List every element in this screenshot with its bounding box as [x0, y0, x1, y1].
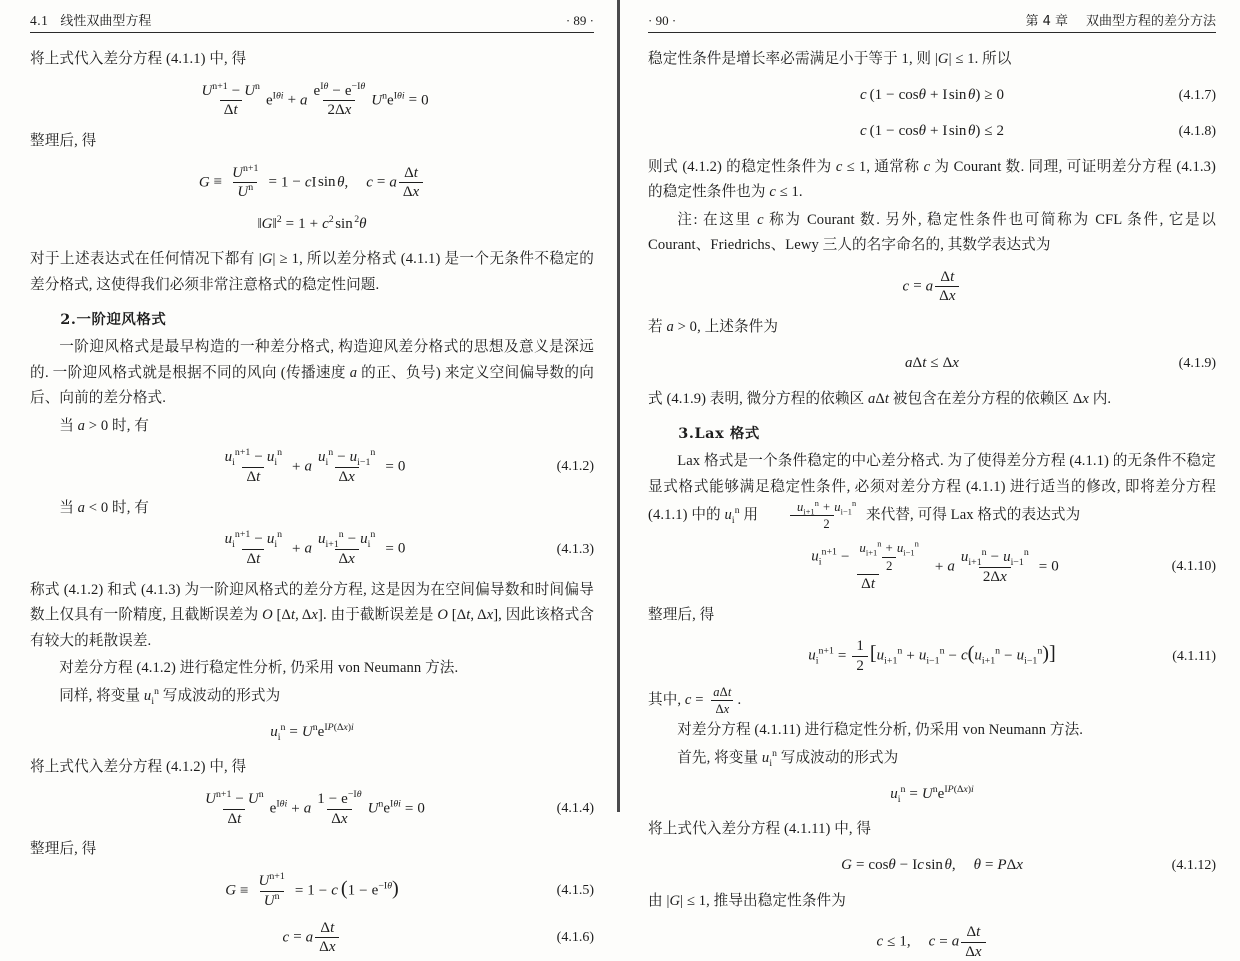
equation-r6 — [648, 638, 1216, 675]
inline-math-uin: $u_i^n$ — [143, 686, 160, 707]
equation-tag-4-1-2: (4.1.2) — [556, 459, 594, 475]
paragraph-r10-part2: 写成波动的形式为 — [777, 749, 899, 766]
paragraph-r5-part3: 内. — [1088, 390, 1112, 407]
equation-r2-body: c (1 − cosθ + I sin θ) ≤ 2 — [859, 123, 1005, 139]
paragraph-r8 — [648, 685, 1216, 716]
inline-math-uin-3: $u_i^n$ — [761, 747, 778, 769]
equation-tag-4-1-7: (4.1.7) — [1178, 87, 1216, 103]
equation-r2 — [648, 119, 1216, 145]
equation-r1-body: c (1 − cosθ + I sin θ) ≥ 0 — [859, 87, 1005, 103]
inline-math-c-le-1b: c ≤ 1 — [769, 184, 799, 200]
paragraph-l3 — [30, 247, 594, 298]
paragraph-r5-part1: 式 (4.1.9) 表明, 微分方程的依赖区 — [648, 390, 868, 407]
equation-l7 — [30, 788, 594, 828]
paragraph-r12 — [648, 889, 1216, 915]
paragraph-l7-part1: 称式 (4.1.2) 和式 (4.1.3) 为一阶迎风格式的差分方程, 这是因为在空间偏导数和时间偏导数上仅具有一阶精度, 且截断误差为 — [30, 581, 594, 624]
inline-math-delta-x: Δx — [1072, 390, 1089, 407]
equation-l5-body: $\frac{u_i^{n+1} - u_i^n}{\Delta t}$ + a $\frac{u_{i+1}^n - u_i^n}{\Delta x}$ = 0 — [224, 529, 406, 568]
inline-math-g-ge-1: |G| ≥ 1 — [258, 251, 300, 268]
paragraph-r8-part1: 其中, — [648, 691, 685, 708]
paragraph-r6 — [648, 449, 1216, 531]
paragraph-l8: 对差分方程 (4.1.2) 进行稳定性分析, 仍采用 von Neumann 方法. — [59, 660, 459, 677]
equation-l1 — [30, 80, 594, 120]
equation-tag-4-1-8: (4.1.8) — [1178, 123, 1216, 139]
equation-r9 — [648, 924, 1216, 961]
paragraph-l6-text: 时, 有 — [112, 499, 149, 516]
right-page — [620, 0, 1240, 960]
paragraph-l9-part1: 同样, 将变量 — [59, 687, 144, 704]
equation-l3-body: ‖G‖$^2$ = $1 + c^2$ sin $^2$θ — [257, 213, 367, 232]
paragraph-l4-part1: 一阶迎风格式是最早构造的一种差分格式, 构造迎风差分格式的思想及意义是深远的. 一阶迎风格式就是根据不同的风向 (传播速度 — [30, 339, 594, 381]
equation-l5 — [30, 531, 594, 568]
equation-r1 — [648, 83, 1216, 109]
paragraph-r4 — [648, 315, 1216, 341]
inline-math-a: a — [349, 364, 358, 381]
inline-math-c1: c — [923, 158, 931, 175]
paragraph-l2: 整理后, 得 — [30, 133, 97, 150]
subheading-lax-scheme: 3.Lax 格式 — [678, 425, 760, 443]
equation-r6-body: $u_i^{n+1}$ = $\frac{1}{2}$ $[u_{i+1}^n + u_{i-1}^n - c(u_{i+1}^n - u_{i-1}^n)]$ — [808, 638, 1056, 675]
equation-r8 — [648, 853, 1216, 879]
paragraph-r6-part3: 来代替, 可得 Lax 格式的表达式为 — [862, 507, 1081, 523]
paragraph-r12-part2: , 推导出稳定性条件为 — [706, 892, 846, 909]
paragraph-l11: 整理后, 得 — [30, 841, 97, 858]
equation-l9-body: c = a $\frac{\Delta t}{\Delta x}$ — [283, 920, 342, 957]
inline-math-c-courant: c = $\frac{\text{aΔt}}{\Delta x}$ — [684, 685, 732, 717]
equation-r3-body: c = a $\frac{\Delta t}{\Delta x}$ — [903, 269, 962, 306]
paragraph-r1 — [648, 47, 1216, 73]
running-head-chapter-number: 第 4 章 — [1025, 14, 1068, 29]
paragraph-r2-part3: 为 Courant 数. 同理, 可证明差分方程 (4.1.3) 的稳定性条件也为 — [648, 158, 1216, 200]
paragraph-r10 — [648, 746, 1216, 772]
inline-math-uin-2: $u_i^n$ — [724, 505, 740, 526]
equation-l7-body: $\frac{U^{n+1} - U^n}{\Delta t}$ $e^{I\theta i} + a$ $\frac{1 - e^{-I\theta}}{\Delta x}$ $U^ne^{I\theta i} = 0$ — [205, 788, 425, 827]
running-head-section-number: 4.1 — [30, 13, 49, 28]
paragraph-l6 — [30, 496, 594, 522]
equation-r3 — [648, 269, 1216, 306]
equation-l2-body: G ≡ $\frac{U^{n+1}}{U^n}$ = 1 − cI sin θ, c = a $\frac{\Delta t}{\Delta x}$ — [199, 165, 425, 202]
right-header-rule — [648, 32, 1216, 33]
inline-math-order-1: O [Δt, Δx] — [262, 607, 323, 624]
paragraph-r2 — [648, 155, 1216, 206]
paragraph-l7-part2: . 由于截断误差是 — [322, 607, 438, 624]
equation-tag-4-1-5: (4.1.5) — [556, 883, 594, 899]
equation-l3 — [30, 211, 594, 237]
paragraph-l1: 将上式代入差分方程 (4.1.1) 中, 得 — [30, 51, 247, 67]
equation-l2 — [30, 162, 594, 202]
inline-math-c2: c — [757, 211, 764, 228]
paragraph-l4-part2: 的正、负号) 来定义空间偏导数的向后、向前的差分格式. — [30, 364, 594, 407]
paragraph-r8-part2: . — [737, 691, 742, 708]
left-page — [0, 0, 620, 956]
right-page-folio: · 90 · — [648, 13, 677, 28]
inline-math-a-delta-t: aΔt — [867, 390, 890, 407]
paragraph-r1-part2: . 所以 — [974, 51, 1012, 67]
paragraph-l9 — [30, 684, 594, 710]
paragraph-l7-part3: , 因此该格式含有较大的耗散误差. — [30, 607, 594, 649]
running-head-section-title: 线性双曲型方程 — [60, 14, 152, 29]
paragraph-l5 — [30, 414, 594, 440]
equation-r9-body: c ≤ 1, c = a $\frac{\Delta t}{\Delta x}$ — [876, 924, 987, 961]
equation-l6-body: $u_i^n = U^ne^{IP(\Delta x)i}$ — [270, 721, 354, 743]
equation-tag-4-1-11: (4.1.11) — [1172, 648, 1216, 664]
equation-r5 — [648, 538, 1216, 593]
paragraph-r10-part1: 首先, 将变量 — [677, 749, 762, 766]
equation-l1-body: $\frac{U^{n+1} - U^n}{\Delta t}$ $e^{I\theta i} + a$ $\frac{e^{I\theta} - e^{-I\theta}}{2\Delta x}$ $U^ne^{I\theta i} = 0$ — [201, 80, 429, 119]
right-running-head — [648, 10, 1216, 32]
paragraph-l3-part2: , 所以差分格式 (4.1.1) 是一个无条件不稳定的差分格式, 这使得我们必须非常注意格式的稳定性问题. — [30, 251, 594, 293]
paragraph-r6-part2: 用 — [739, 507, 762, 523]
paragraph-r5 — [648, 387, 1216, 413]
inline-math-c-le-1a: c ≤ 1 — [835, 158, 867, 175]
left-running-head — [30, 10, 594, 32]
equation-tag-4-1-12: (4.1.12) — [1171, 857, 1216, 873]
paragraph-l7 — [30, 578, 594, 655]
equation-tag-4-1-10: (4.1.10) — [1171, 559, 1216, 575]
subheading-upwind-scheme: 2.一阶迎风格式 — [60, 311, 167, 329]
paragraph-r6-part1: Lax 格式是一个条件稳定的中心差分格式. 为了使得差分方程 (4.1.1) 的无条件不稳定显式格式能够满足稳定性条件, 必须对差分方程 (4.1.1) 进行适当的修改, 即将差分方程 (4.1.1) 中的 — [648, 453, 1216, 523]
paragraph-r4-text: , 上述条件为 — [697, 319, 779, 336]
equation-r4 — [648, 351, 1216, 377]
paragraph-r1-part1: 稳定性条件是增长率必需满足小于等于 1, 则 — [648, 51, 935, 67]
paragraph-r3-part2: 称为 Courant 数. 另外, 稳定性条件也可简称为 CFL 条件, 它是以 Courant、Friedrichs、Lewy 三人的名字命名的, 其数学表达式为 — [648, 211, 1216, 253]
equation-l6 — [30, 719, 594, 745]
inline-math-a-lt-0: 当 a < 0 — [59, 499, 113, 516]
paragraph-l5-text: 时, 有 — [112, 417, 149, 434]
left-page-folio: · 89 · — [565, 13, 594, 28]
inline-math-order-2: O [Δt, Δx] — [437, 607, 499, 624]
equation-r4-body: aΔt ≤ Δx — [905, 355, 959, 372]
inline-math-a-gt-0: 当 a > 0 — [59, 417, 113, 434]
equation-r5-body: $u_i^{n+1}$ − $\frac{u_{i+1}^n + u_{i-1}^n}{2}$ Δt + a $\frac{u_{i+1}^n - u_{i-1}^n}{2\Delta x}$ = 0 — [811, 538, 1059, 593]
equation-l9 — [30, 920, 594, 957]
equation-l4 — [30, 449, 594, 486]
paragraph-l4 — [30, 335, 594, 412]
equation-r8-body: G = cosθ − Ic sin θ, θ = PΔx — [841, 857, 1023, 874]
equation-r7 — [648, 781, 1216, 807]
equation-tag-4-1-4: (4.1.4) — [556, 801, 594, 817]
paragraph-l3-part1: 对于上述表达式在任何情况下都有 — [30, 251, 259, 268]
left-header-rule — [30, 32, 594, 33]
paragraph-r2-part1: 则式 (4.1.2) 的稳定性条件为 — [648, 158, 836, 175]
paragraph-r9: 对差分方程 (4.1.11) 进行稳定性分析, 仍采用 von Neumann 方法. — [677, 722, 1084, 739]
equation-tag-4-1-3: (4.1.3) — [556, 541, 594, 557]
inline-math-ruo-a-gt-0: 若 a > 0 — [648, 319, 698, 336]
paragraph-r3 — [648, 208, 1216, 259]
paragraph-r2-part4: . — [798, 184, 803, 200]
paragraph-r7: 整理后, 得 — [648, 606, 715, 623]
equation-tag-4-1-9: (4.1.9) — [1178, 355, 1216, 371]
paragraph-r3-part1: 注: 在这里 — [677, 211, 758, 228]
inline-math-g-le-1b: |G| ≤ 1 — [666, 892, 707, 909]
equation-l8 — [30, 870, 594, 910]
running-head-chapter-title: 双曲型方程的差分方法 — [1085, 14, 1216, 29]
inline-math-g-le-1: |G| ≤ 1 — [934, 51, 975, 67]
paragraph-r5-part2: 被包含在差分方程的依赖区 — [889, 390, 1073, 407]
inline-math-avg-frac: $\frac{u_{i+1}^n + u_{i-1}^n}{2}$ — [762, 507, 862, 523]
paragraph-r11: 将上式代入差分方程 (4.1.11) 中, 得 — [648, 821, 872, 838]
equation-tag-4-1-6: (4.1.6) — [556, 929, 594, 945]
paragraph-l9-part2: 写成波动的形式为 — [159, 687, 281, 704]
equation-r7-body: $u_i^n = U^ne^{IP(\Delta x)i}$ — [890, 783, 974, 805]
equation-l4-body: $\frac{u_i^{n+1} - u_i^n}{\Delta t}$ + a $\frac{u_i^n - u_{i-1}^n}{\Delta x}$ = 0 — [224, 447, 406, 485]
paragraph-l10: 将上式代入差分方程 (4.1.2) 中, 得 — [30, 759, 247, 776]
paragraph-r2-part2: , 通常称 — [866, 158, 924, 175]
paragraph-r12-part1: 由 — [648, 892, 667, 909]
equation-l8-body: G ≡ $\frac{U^{n+1}}{U^n}$ = 1 − c $(1 - e^{-I\theta})$ — [225, 870, 399, 909]
